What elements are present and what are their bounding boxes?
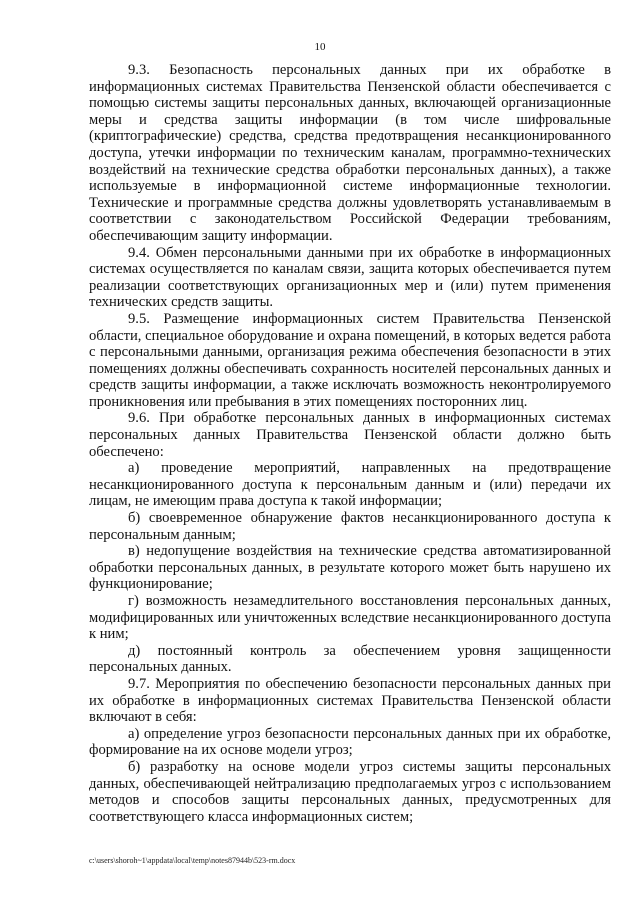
paragraph-9-3: 9.3. Безопасность персональных данных при их обработке в информационных системах Правительства Пензенской области обеспечивается с помощью системы защиты персональных данных, включающей организационные меры и средства защиты информации (в том числе шифровальные (криптографические) средства, средства предотвращения несанкционированного доступа, утечки информации по техническим каналам, программно-технических воздействий на технические средства обработки персональных данных), а также используемые в информационной системе информационные технологии. Технические и программные средства должны удовлетворять устанавливаемым в соответствии с законодательством Российской Федерации требованиям, обеспечивающим защиту информации. <box>89 62 611 244</box>
list-item-9-7-a: а) определение угроз безопасности персональных данных при их обработке, формирование на их основе модели угроз; <box>89 725 611 759</box>
list-item-9-7-b: б) разработку на основе модели угроз системы защиты персональных данных, обеспечивающей нейтрализацию предполагаемых угроз с использованием методов и способов защиты персональных данных, предусмотренных для соответствующего класса информационных систем; <box>89 758 611 825</box>
footer-file-path: c:\users\shoroh~1\appdata\local\temp\notes87944b\523-rm.docx <box>89 856 296 865</box>
document-body <box>89 62 611 825</box>
list-item-9-6-a: а) проведение мероприятий, направленных на предотвращение несанкционированного доступа к персональным данным и (или) передачи их лицам, не имеющим права доступа к такой информации; <box>89 460 611 510</box>
list-item-9-6-b: б) своевременное обнаружение фактов несанкционированного доступа к персональным данным; <box>89 510 611 543</box>
paragraph-9-6: 9.6. При обработке персональных данных в информационных системах персональных данных Правительства Пензенской области должно быть обеспечено: <box>89 410 611 460</box>
list-item-9-6-g: г) возможность незамедлительного восстановления персональных данных, модифицированных или уничтоженных вследствие несанкционированного доступа к ним; <box>89 593 611 643</box>
paragraph-9-5: 9.5. Размещение информационных систем Правительства Пензенской области, специальное оборудование и охрана помещений, в которых ведется работа с персональными данными, организация режима обеспечения безопасности в этих помещениях должны обеспечивать сохранность носителей персональных данных и средств защиты информации, а также исключать возможность неконтролируемого проникновения или пребывания в этих помещениях посторонних лиц. <box>89 310 611 410</box>
paragraph-9-7: 9.7. Мероприятия по обеспечению безопасности персональных данных при их обработке в информационных системах Правительства Пензенской области включают в себя: <box>89 675 611 726</box>
page-number: 10 <box>314 41 326 53</box>
list-item-9-6-d: д) постоянный контроль за обеспечением уровня защищенности персональных данных. <box>89 642 611 676</box>
list-item-9-6-v: в) недопущение воздействия на технические средства автоматизированной обработки персональных данных, в результате которого может быть нарушено их функционирование; <box>89 543 611 593</box>
paragraph-9-4: 9.4. Обмен персональными данными при их обработке в информационных системах осуществляется по каналам связи, защита которых обеспечивается путем реализации соответствующих организационных мер и (или) путем применения технических средств защиты. <box>89 244 611 311</box>
